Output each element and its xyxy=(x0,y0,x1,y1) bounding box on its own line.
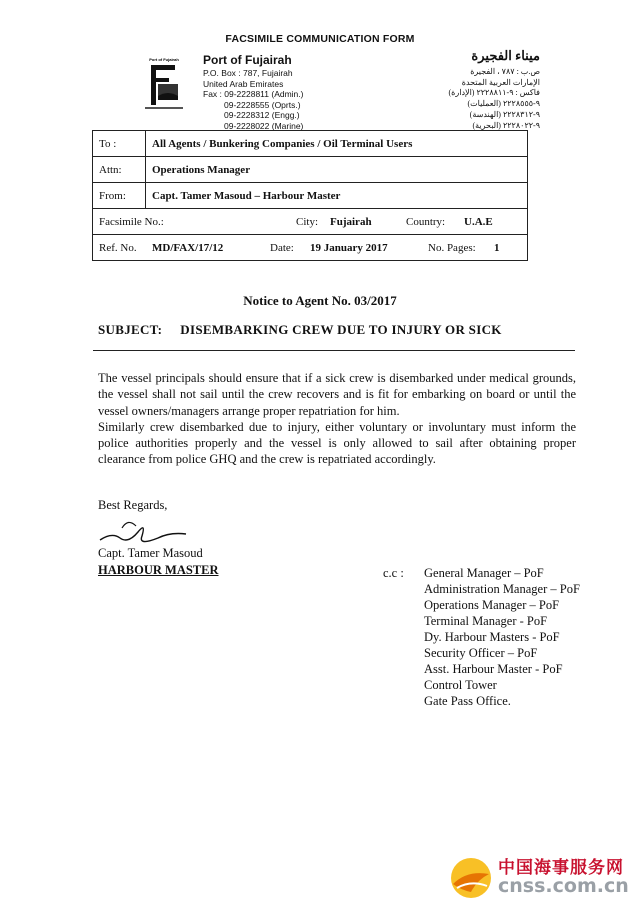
attn-value: Operations Manager xyxy=(146,157,528,183)
fax-line-ar: ٩-٢٢٢٨٣١٢ (الهندسة) xyxy=(469,109,540,119)
cc-recipient: Asst. Harbour Master - PoF xyxy=(424,662,563,676)
fax-header-table xyxy=(92,130,528,261)
subject-text: DISEMBARKING CREW DUE TO INJURY OR SICK xyxy=(180,322,502,337)
watermark-url: cnss.com.cn xyxy=(498,875,629,897)
to-label: To : xyxy=(93,131,146,157)
notice-title: Notice to Agent No. 03/2017 xyxy=(243,293,397,308)
cc-recipient: Terminal Manager - PoF xyxy=(424,614,548,628)
cc-list xyxy=(424,565,580,709)
city-label: City: xyxy=(296,215,319,228)
address-line-ar: ص.ب : ٧٨٧ ، الفجيرة xyxy=(470,67,540,76)
closing: Best Regards, xyxy=(98,498,168,512)
country-label: Country: xyxy=(406,215,446,228)
fax-line: 09-2228555 (Oprts.) xyxy=(224,99,301,110)
date-value: 19 January 2017 xyxy=(310,241,388,254)
fax-line: Fax : 09-2228811 (Admin.) xyxy=(203,89,304,100)
handwritten-signature xyxy=(98,510,188,550)
ref-value: MD/FAX/17/12 xyxy=(152,241,224,254)
from-row xyxy=(93,183,528,209)
address-arabic xyxy=(400,67,540,131)
watermark-text: 中国海事服务网 xyxy=(498,858,624,878)
city-value: Fujairah xyxy=(330,215,372,228)
attn-label: Attn: xyxy=(93,157,146,183)
body-paragraph: The vessel principals should ensure that if a sick crew is disembarked under medical grounds, the vessel shall not sail until the crew recovers and is fit for embarking on board or until the vessel owners/managers arrange proper repatriation for him. xyxy=(98,371,576,418)
divider xyxy=(93,350,575,351)
to-row xyxy=(93,131,528,157)
attn-row xyxy=(93,157,528,183)
form-title: FACSIMILE COMMUNICATION FORM xyxy=(225,33,415,45)
ref-label: Ref. No. xyxy=(99,241,137,254)
address-english xyxy=(203,68,303,132)
cc-recipient: Security Officer – PoF xyxy=(424,646,538,660)
fax-line: 09-2228312 (Engg.) xyxy=(224,110,300,121)
fax-line: 09-2228022 (Marine) xyxy=(224,120,304,131)
port-name-arabic: ميناء الفجيرة xyxy=(471,48,540,63)
pages-value: 1 xyxy=(494,241,500,254)
subject-line xyxy=(98,322,502,338)
cc-label: c.c : xyxy=(383,566,404,580)
watermark-logo-icon xyxy=(447,856,495,900)
fax-row xyxy=(93,209,528,235)
cc-recipient: Control Tower xyxy=(424,678,497,692)
logo-caption: Port of Fujairah xyxy=(149,57,179,62)
address-line: P.O. Box : 787, Fujairah xyxy=(203,68,293,78)
to-value: All Agents / Bunkering Companies / Oil Terminal Users xyxy=(146,131,528,157)
body-paragraph: Similarly crew disembarked due to injury, either voluntary or involuntary must inform the police authorities properly and the vessel is only allowed to sail after obtaining proper clearance from police GHQ and the crew is repatriated accordingly. xyxy=(98,419,576,467)
port-name: Port of Fujairah xyxy=(203,53,292,67)
country-value: U.A.E xyxy=(464,215,493,228)
signatory-name: Capt. Tamer Masoud xyxy=(98,546,203,560)
fax-line-ar: فاكس : ٩-٢٢٢٨٨١١ (الإدارة) xyxy=(448,88,540,98)
cc-recipient: Administration Manager – PoF xyxy=(424,582,580,596)
date-label: Date: xyxy=(270,241,294,254)
ref-row xyxy=(93,235,528,261)
fax-line-ar: ٩-٢٢٢٨٥٥٥ (العمليات) xyxy=(467,99,540,109)
cc-recipient: General Manager – PoF xyxy=(424,566,544,580)
address-line-ar: الإمارات العربية المتحدة xyxy=(461,77,540,87)
fax-label: Facsimile No.: xyxy=(99,215,164,228)
from-value: Capt. Tamer Masoud – Harbour Master xyxy=(146,183,528,209)
cc-recipient: Dy. Harbour Masters - PoF xyxy=(424,630,560,644)
port-of-fujairah-logo xyxy=(142,56,186,112)
notice-body xyxy=(98,370,576,468)
pages-label: No. Pages: xyxy=(428,241,476,254)
address-line: United Arab Emirates xyxy=(203,78,284,89)
subject-label: SUBJECT: xyxy=(98,322,163,337)
signatory-title: HARBOUR MASTER xyxy=(98,563,219,577)
cc-recipient: Operations Manager – PoF xyxy=(424,598,560,612)
cc-recipient: Gate Pass Office. xyxy=(424,694,511,708)
fax-line-ar: ٩-٢٢٢٨٠٢٢ (البحرية) xyxy=(472,120,540,130)
from-label: From: xyxy=(93,183,146,209)
